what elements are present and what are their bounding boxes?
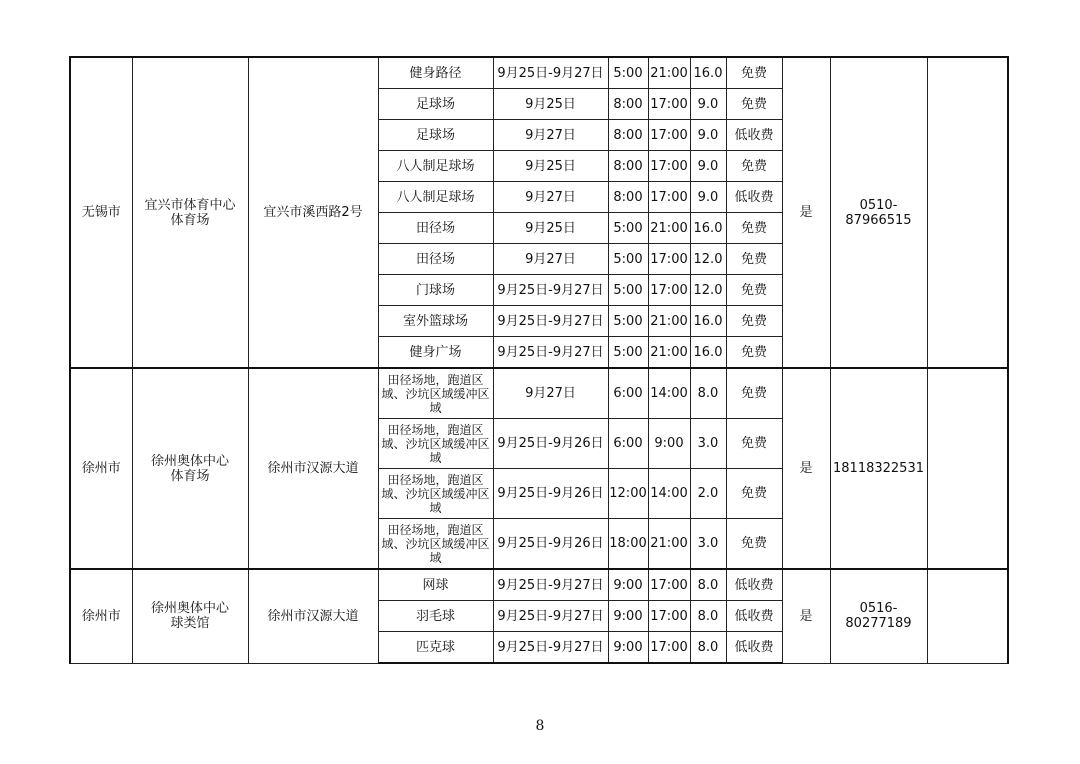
remarks-cell [927, 57, 1008, 368]
end-time-cell: 17:00 [648, 275, 690, 306]
open-cell: 是 [782, 368, 830, 569]
fee-cell: 低收费 [726, 120, 782, 151]
date-cell: 9月25日-9月27日 [493, 632, 608, 664]
fee-cell: 免费 [726, 151, 782, 182]
end-time-cell: 21:00 [648, 57, 690, 89]
start-time-cell: 12:00 [608, 469, 648, 519]
facility-cell: 室外篮球场 [378, 306, 493, 337]
end-time-cell: 21:00 [648, 519, 690, 570]
start-time-cell: 6:00 [608, 419, 648, 469]
remarks-cell [927, 569, 1008, 663]
venue-cell: 宜兴市体育中心 体育场 [132, 57, 248, 368]
facility-cell: 田径场地，跑道区域、沙坑区域缓冲区域 [378, 469, 493, 519]
city-cell: 无锡市 [70, 57, 132, 368]
facility-cell: 羽毛球 [378, 601, 493, 632]
fee-cell: 免费 [726, 89, 782, 120]
hours-cell: 16.0 [690, 306, 726, 337]
facility-cell: 八人制足球场 [378, 182, 493, 213]
end-time-cell: 21:00 [648, 337, 690, 369]
phone-cell: 18118322531 [830, 368, 927, 569]
end-time-cell: 14:00 [648, 469, 690, 519]
facility-cell: 足球场 [378, 120, 493, 151]
facility-cell: 门球场 [378, 275, 493, 306]
table-body [70, 57, 1008, 663]
hours-cell: 8.0 [690, 601, 726, 632]
address-cell: 宜兴市溪西路2号 [248, 57, 378, 368]
start-time-cell: 6:00 [608, 368, 648, 419]
date-cell: 9月25日 [493, 151, 608, 182]
fee-cell: 免费 [726, 519, 782, 570]
hours-cell: 3.0 [690, 519, 726, 570]
date-cell: 9月25日 [493, 213, 608, 244]
fee-cell: 免费 [726, 275, 782, 306]
fee-cell: 免费 [726, 419, 782, 469]
start-time-cell: 8:00 [608, 182, 648, 213]
fee-cell: 免费 [726, 368, 782, 419]
facility-cell: 田径场 [378, 213, 493, 244]
hours-cell: 8.0 [690, 632, 726, 664]
date-cell: 9月25日-9月27日 [493, 337, 608, 369]
facility-cell: 田径场地，跑道区域、沙坑区域缓冲区域 [378, 519, 493, 570]
end-time-cell: 17:00 [648, 120, 690, 151]
start-time-cell: 5:00 [608, 244, 648, 275]
hours-cell: 8.0 [690, 368, 726, 419]
hours-cell: 16.0 [690, 337, 726, 369]
fee-cell: 低收费 [726, 182, 782, 213]
hours-cell: 12.0 [690, 244, 726, 275]
date-cell: 9月25日-9月26日 [493, 469, 608, 519]
end-time-cell: 17:00 [648, 632, 690, 664]
date-cell: 9月25日-9月27日 [493, 569, 608, 601]
start-time-cell: 18:00 [608, 519, 648, 570]
fee-cell: 免费 [726, 244, 782, 275]
start-time-cell: 8:00 [608, 151, 648, 182]
hours-cell: 2.0 [690, 469, 726, 519]
fee-cell: 免费 [726, 57, 782, 89]
hours-cell: 3.0 [690, 419, 726, 469]
facility-cell: 匹克球 [378, 632, 493, 664]
facility-cell: 田径场地，跑道区域、沙坑区域缓冲区域 [378, 419, 493, 469]
start-time-cell: 5:00 [608, 275, 648, 306]
date-cell: 9月25日 [493, 89, 608, 120]
hours-cell: 9.0 [690, 89, 726, 120]
start-time-cell: 5:00 [608, 337, 648, 369]
hours-cell: 8.0 [690, 569, 726, 601]
fee-cell: 低收费 [726, 632, 782, 664]
table-row [70, 368, 1008, 419]
open-cell: 是 [782, 569, 830, 663]
end-time-cell: 17:00 [648, 569, 690, 601]
start-time-cell: 5:00 [608, 57, 648, 89]
date-cell: 9月27日 [493, 244, 608, 275]
facility-cell: 田径场 [378, 244, 493, 275]
end-time-cell: 17:00 [648, 244, 690, 275]
table-row [70, 57, 1008, 89]
date-cell: 9月25日-9月26日 [493, 419, 608, 469]
fee-cell: 低收费 [726, 569, 782, 601]
date-cell: 9月25日-9月27日 [493, 306, 608, 337]
city-cell: 徐州市 [70, 368, 132, 569]
start-time-cell: 9:00 [608, 569, 648, 601]
venue-cell: 徐州奥体中心 球类馆 [132, 569, 248, 663]
hours-cell: 9.0 [690, 120, 726, 151]
venue-cell: 徐州奥体中心 体育场 [132, 368, 248, 569]
start-time-cell: 8:00 [608, 89, 648, 120]
page-number: 8 [535, 718, 545, 734]
start-time-cell: 5:00 [608, 213, 648, 244]
end-time-cell: 21:00 [648, 213, 690, 244]
end-time-cell: 17:00 [648, 182, 690, 213]
hours-cell: 9.0 [690, 182, 726, 213]
date-cell: 9月27日 [493, 120, 608, 151]
date-cell: 9月25日-9月27日 [493, 275, 608, 306]
remarks-cell [927, 368, 1008, 569]
fee-cell: 免费 [726, 213, 782, 244]
date-cell: 9月25日-9月27日 [493, 57, 608, 89]
open-cell: 是 [782, 57, 830, 368]
date-cell: 9月25日-9月27日 [493, 601, 608, 632]
fee-cell: 免费 [726, 337, 782, 369]
start-time-cell: 5:00 [608, 306, 648, 337]
end-time-cell: 21:00 [648, 306, 690, 337]
fee-cell: 低收费 [726, 601, 782, 632]
hours-cell: 16.0 [690, 213, 726, 244]
end-time-cell: 17:00 [648, 601, 690, 632]
end-time-cell: 9:00 [648, 419, 690, 469]
start-time-cell: 9:00 [608, 632, 648, 664]
venue-schedule-table [69, 56, 1009, 664]
city-cell: 徐州市 [70, 569, 132, 663]
fee-cell: 免费 [726, 469, 782, 519]
facility-cell: 八人制足球场 [378, 151, 493, 182]
hours-cell: 12.0 [690, 275, 726, 306]
fee-cell: 免费 [726, 306, 782, 337]
phone-cell: 0516- 80277189 [830, 569, 927, 663]
hours-cell: 9.0 [690, 151, 726, 182]
facility-cell: 网球 [378, 569, 493, 601]
end-time-cell: 17:00 [648, 151, 690, 182]
facility-cell: 健身路径 [378, 57, 493, 89]
hours-cell: 16.0 [690, 57, 726, 89]
table-row [70, 569, 1008, 601]
start-time-cell: 8:00 [608, 120, 648, 151]
phone-cell: 0510- 87966515 [830, 57, 927, 368]
address-cell: 徐州市汉源大道 [248, 368, 378, 569]
end-time-cell: 14:00 [648, 368, 690, 419]
end-time-cell: 17:00 [648, 89, 690, 120]
date-cell: 9月25日-9月26日 [493, 519, 608, 570]
start-time-cell: 9:00 [608, 601, 648, 632]
facility-cell: 健身广场 [378, 337, 493, 369]
address-cell: 徐州市汉源大道 [248, 569, 378, 663]
date-cell: 9月27日 [493, 182, 608, 213]
facility-cell: 足球场 [378, 89, 493, 120]
facility-cell: 田径场地，跑道区域、沙坑区域缓冲区域 [378, 368, 493, 419]
date-cell: 9月27日 [493, 368, 608, 419]
